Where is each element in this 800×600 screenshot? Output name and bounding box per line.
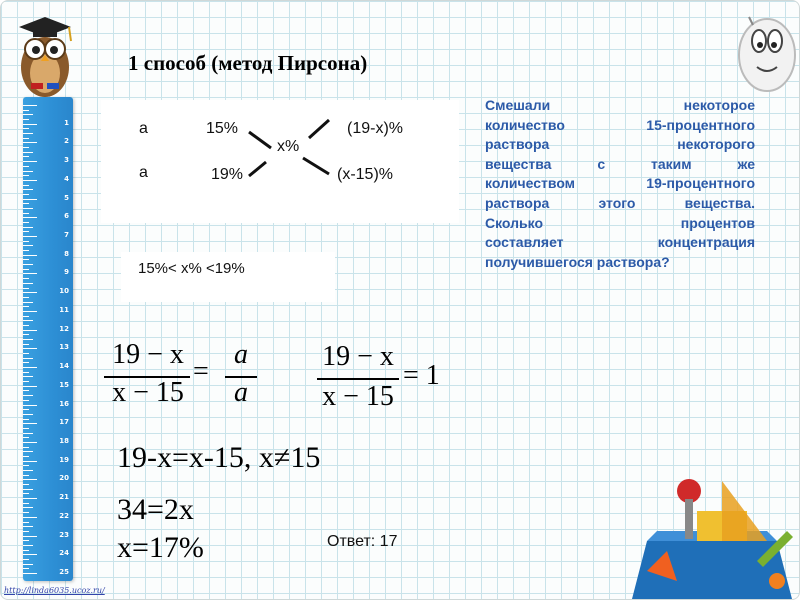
- problem-line: составляет концентрация: [485, 234, 755, 251]
- ruler-tick: [23, 241, 29, 242]
- ruler-tick: [23, 325, 29, 326]
- ruler-number: 6: [64, 212, 69, 221]
- ruler-tick: [23, 185, 29, 186]
- ruler-tick: [23, 316, 29, 317]
- ruler-number: 15: [59, 380, 69, 389]
- ruler-tick: [23, 489, 33, 490]
- ruler-tick: [23, 540, 29, 541]
- eq2-numerator: 19 − x: [322, 341, 394, 372]
- ruler-tick: [23, 526, 33, 527]
- ruler-tick: [23, 344, 29, 345]
- ruler-tick: [23, 400, 29, 401]
- ruler-tick: [23, 414, 33, 415]
- ruler-number: 5: [64, 193, 69, 202]
- pearson-center-value: х%: [277, 138, 300, 155]
- problem-line: вещества с таким же: [485, 155, 755, 172]
- ruler-number: 24: [59, 549, 69, 558]
- ruler-tick: [23, 470, 33, 471]
- eq2-fraction-bar: [317, 378, 399, 380]
- ruler-tick: [23, 133, 33, 134]
- footer-source-link[interactable]: http://linda6035.ucoz.ru/: [4, 586, 105, 595]
- ruler-number: 23: [59, 530, 69, 539]
- ruler-number: 19: [59, 455, 69, 464]
- solution-step-1: 19-х=х-15, х≠15: [117, 441, 321, 474]
- ruler-tick: [23, 442, 37, 443]
- ruler-number: 9: [64, 268, 69, 277]
- ruler-tick: [23, 138, 29, 139]
- ruler-tick: [23, 419, 29, 420]
- ruler-tick: [23, 124, 37, 125]
- ruler-tick: [23, 330, 37, 331]
- ruler-tick: [23, 550, 29, 551]
- ruler-number: 2: [64, 137, 69, 146]
- ruler-tick: [23, 283, 33, 284]
- eq2-right-side: = 1: [403, 360, 440, 391]
- pearson-row2-label: а: [139, 164, 148, 181]
- ruler-tick: [23, 386, 37, 387]
- pearson-row1-value: 15%: [206, 120, 239, 137]
- ruler-tick: [23, 545, 33, 546]
- ruler-tick: [23, 222, 29, 223]
- pearson-row1-label: а: [139, 120, 148, 137]
- ruler-tick: [23, 306, 29, 307]
- ruler-tick: [23, 259, 29, 260]
- ruler-tick: [23, 245, 33, 246]
- ruler-tick: [23, 175, 29, 176]
- ruler-tick: [23, 203, 29, 204]
- ruler-tick: [23, 554, 37, 555]
- ruler-tick: [23, 433, 33, 434]
- ruler-tick: [23, 213, 29, 214]
- ruler-tick: [23, 189, 33, 190]
- ruler-tick: [23, 484, 29, 485]
- ruler-tick: [23, 536, 37, 537]
- ruler-tick: [23, 503, 29, 504]
- problem-line: количеством 19-процентного: [485, 175, 755, 192]
- ruler-tick: [23, 517, 37, 518]
- ruler-tick: [23, 114, 33, 115]
- ruler-tick: [23, 311, 37, 312]
- problem-line: получившегося раствора?: [485, 253, 670, 270]
- ruler-tick: [23, 105, 37, 106]
- ruler-tick: [23, 465, 29, 466]
- ruler-tick: [23, 231, 29, 232]
- ruler-tick: [23, 451, 33, 452]
- problem-statement: [485, 96, 755, 272]
- slide-title: 1 способ (метод Пирсона): [128, 51, 368, 75]
- ruler-tick: [23, 381, 29, 382]
- ruler-tick: [23, 269, 29, 270]
- ruler-number: 13: [59, 343, 69, 352]
- ruler-tick: [23, 119, 29, 120]
- ruler-number: 21: [59, 493, 69, 502]
- range-inequality: 15%< х% <19%: [138, 260, 245, 277]
- ruler-number: 12: [59, 324, 69, 333]
- ruler-tick: [23, 236, 37, 237]
- ruler-tick: [23, 564, 33, 565]
- ruler-number: 22: [59, 511, 69, 520]
- ruler-tick: [23, 199, 37, 200]
- eq1-left-numerator: 19 − x: [112, 339, 184, 370]
- ruler-tick: [23, 161, 37, 162]
- eq1-equals-sign: =: [193, 356, 209, 387]
- ruler-tick: [23, 461, 37, 462]
- problem-line: Смешали некоторое: [485, 97, 755, 113]
- ruler-tick: [23, 358, 33, 359]
- ruler-tick: [23, 208, 33, 209]
- ruler-number: 11: [59, 305, 69, 314]
- ruler-tick: [23, 227, 33, 228]
- ruler-tick: [23, 437, 29, 438]
- ruler-tick: [23, 428, 29, 429]
- ruler-tick: [23, 278, 29, 279]
- ruler-tick: [23, 152, 33, 153]
- ruler-tick: [23, 156, 29, 157]
- ruler-tick: [23, 362, 29, 363]
- ruler-tick: [23, 372, 29, 373]
- ruler-tick: [23, 171, 33, 172]
- ruler-number: 1: [64, 118, 69, 127]
- ruler-tick: [23, 390, 29, 391]
- ruler-number: 8: [64, 249, 69, 258]
- ruler-tick: [23, 110, 29, 111]
- ruler-number: 16: [59, 399, 69, 408]
- ruler-number: 14: [59, 362, 69, 371]
- ruler-tick: [23, 531, 29, 532]
- ruler-tick: [23, 405, 37, 406]
- ruler-number: 18: [59, 436, 69, 445]
- ruler-tick: [23, 573, 37, 574]
- ruler-tick: [23, 255, 37, 256]
- ruler-number: 20: [59, 474, 69, 483]
- problem-line: Сколько процентов: [485, 214, 755, 231]
- ruler-tick: [23, 395, 33, 396]
- ruler-tick: [23, 147, 29, 148]
- ruler-tick: [23, 498, 37, 499]
- ruler-number: 7: [64, 231, 69, 240]
- ruler-tick: [23, 292, 37, 293]
- solution-step-2: 34=2х: [117, 493, 194, 526]
- problem-line: раствора этого вещества.: [485, 194, 755, 211]
- problem-line: количество 15-процентного: [485, 116, 755, 133]
- eq2-denominator: x − 15: [322, 381, 394, 412]
- ruler-tick: [23, 475, 29, 476]
- answer-text: Ответ: 17: [327, 533, 398, 550]
- ruler-tick: [23, 288, 29, 289]
- ruler-tick: [23, 334, 29, 335]
- ruler-tick: [23, 297, 29, 298]
- ruler-tick: [23, 522, 29, 523]
- ruler-number: 3: [64, 156, 69, 165]
- ruler-tick: [23, 376, 33, 377]
- pearson-row1-result: (19-х)%: [347, 120, 404, 137]
- pearson-square-diagram: [101, 100, 459, 223]
- ruler-tick: [23, 180, 37, 181]
- pearson-cross-lines: [101, 100, 459, 223]
- ruler-tick: [23, 302, 33, 303]
- eq1-right-numerator: a: [234, 339, 248, 370]
- ruler-tick: [23, 559, 29, 560]
- ruler-tick: [23, 264, 33, 265]
- ruler-tick: [23, 128, 29, 129]
- ruler-tick: [23, 217, 37, 218]
- eq1-left-denominator: x − 15: [112, 377, 184, 408]
- ruler-tick: [23, 339, 33, 340]
- ruler-tick: [23, 409, 29, 410]
- pearson-row2-result: (х-15)%: [337, 166, 394, 183]
- ruler-tick: [23, 479, 37, 480]
- ruler-tick: [23, 512, 29, 513]
- ruler-tick: [23, 456, 29, 457]
- owl-mascot-icon: [9, 5, 81, 105]
- ruler-number: 17: [59, 418, 69, 427]
- eq1-right-denominator: a: [234, 377, 248, 408]
- ruler-tick: [23, 320, 33, 321]
- pearson-row2-value: 19%: [211, 166, 244, 183]
- ruler-tick: [23, 348, 37, 349]
- ruler-number: 25: [59, 568, 69, 576]
- ruler-decoration: [23, 97, 73, 581]
- ruler-tick: [23, 493, 29, 494]
- ruler-tick: [23, 353, 29, 354]
- ruler-tick: [23, 166, 29, 167]
- solution-step-3: х=17%: [117, 531, 204, 564]
- ruler-tick: [23, 568, 29, 569]
- ruler-tick: [23, 423, 37, 424]
- ruler-tick: [23, 194, 29, 195]
- range-box: [121, 252, 335, 302]
- ruler-number: 4: [64, 174, 69, 183]
- ruler-tick: [23, 447, 29, 448]
- ruler-tick: [23, 507, 33, 508]
- school-supplies-clipart-icon: [627, 471, 799, 599]
- ruler-number: 10: [59, 287, 69, 296]
- ruler-tick: [23, 142, 37, 143]
- ruler-tick: [23, 367, 37, 368]
- face-icon: [729, 5, 799, 97]
- ruler-tick: [23, 273, 37, 274]
- problem-line: раствора некоторого: [485, 136, 755, 153]
- ruler-tick: [23, 250, 29, 251]
